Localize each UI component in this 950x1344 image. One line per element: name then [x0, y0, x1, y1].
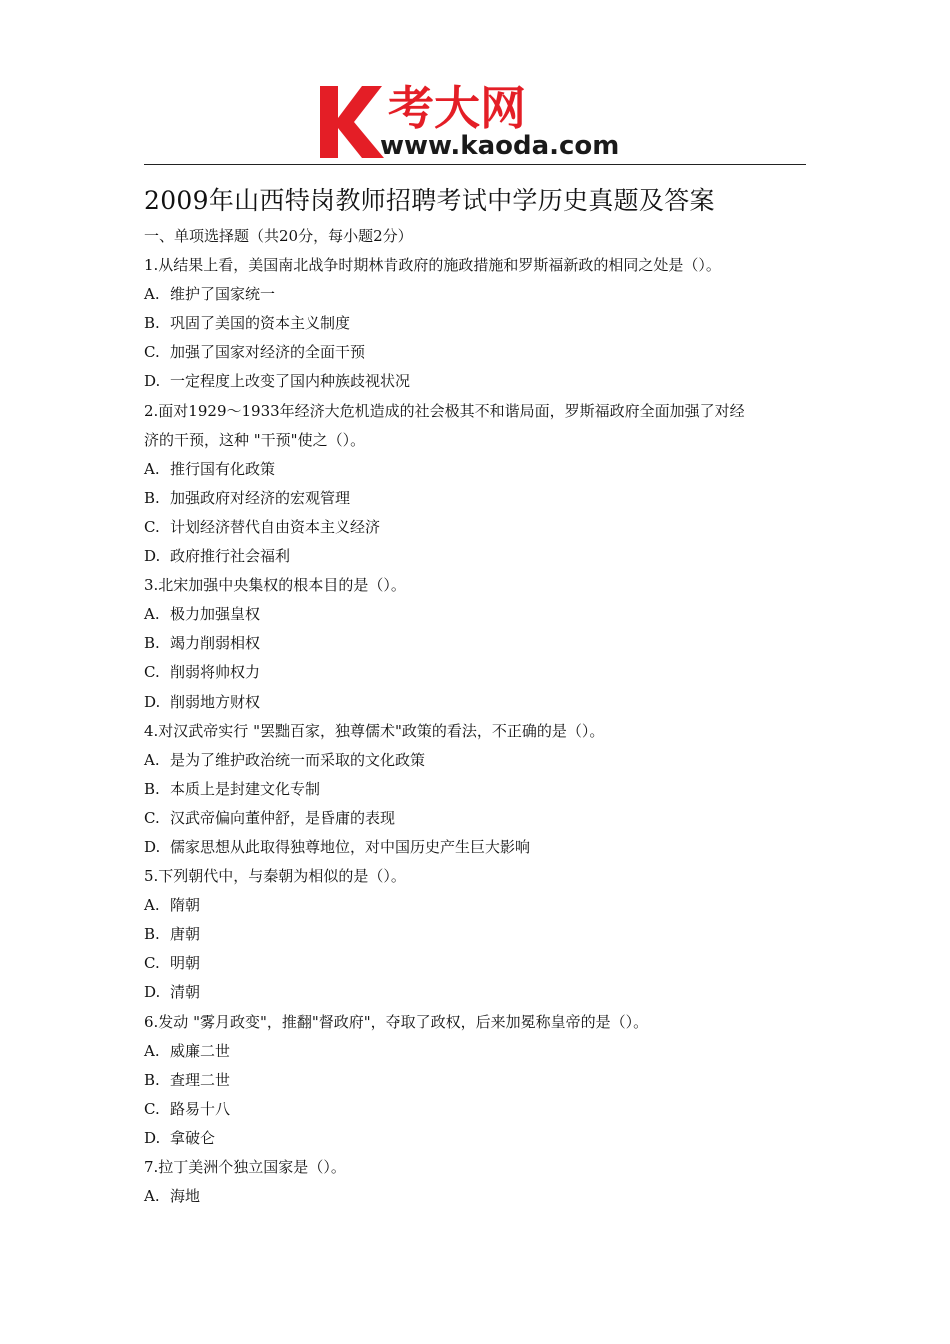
option-item: [144, 367, 806, 396]
option-text: 威廉二世: [170, 1041, 231, 1060]
option-text: 加强了国家对经济的全面干预: [170, 343, 366, 362]
option-item: [144, 658, 806, 687]
option-item: [144, 775, 806, 804]
option-letter: C.: [144, 343, 160, 362]
option-item: [144, 1095, 806, 1124]
option-item: [144, 688, 806, 717]
option-text: 明朝: [170, 954, 201, 973]
question-stem: 6.发动 "雾月政变"，推翻"督政府"，夺取了政权，后来加冕称皇帝的是（）。: [144, 1012, 649, 1031]
option-item: [144, 513, 806, 542]
logo-k-shape: [320, 86, 384, 158]
option-text: 隋朝: [170, 896, 201, 915]
option-item: [144, 309, 806, 338]
option-item: [144, 1182, 806, 1211]
option-letter: A.: [144, 605, 160, 624]
option-text: 汉武帝偏向董仲舒，是昏庸的表现: [170, 808, 396, 827]
option-letter: D.: [144, 983, 161, 1002]
option-item: [144, 891, 806, 920]
document-title: 2009年山西特岗教师招聘考试中学历史真题及答案: [144, 186, 715, 215]
option-letter: D.: [144, 547, 161, 566]
option-text: 唐朝: [170, 925, 201, 944]
option-letter: B.: [144, 488, 160, 507]
option-text: 一定程度上改变了国内种族歧视状况: [170, 372, 411, 391]
section-heading: 一、单项选择题（共20分，每小题2分）: [144, 227, 413, 245]
option-letter: A.: [144, 285, 160, 304]
option-text: 儒家思想从此取得独尊地位，对中国历史产生巨大影响: [170, 837, 531, 856]
question-stem: 1.从结果上看，美国南北战争时期林肯政府的施政措施和罗斯福新政的相同之处是（）。: [144, 256, 721, 275]
option-text: 本质上是封建文化专制: [170, 779, 321, 798]
kaoda-logo-graphic: [318, 80, 648, 162]
option-text: 加强政府对经济的宏观管理: [170, 488, 351, 507]
option-text: 路易十八: [170, 1099, 231, 1118]
option-text: 计划经济替代自由资本主义经济: [170, 517, 381, 536]
option-letter: D.: [144, 692, 161, 711]
option-text: 削弱地方财权: [170, 692, 261, 711]
option-letter: C.: [144, 517, 160, 536]
option-letter: A.: [144, 1041, 160, 1060]
option-item: [144, 600, 806, 629]
kaoda-logo: [318, 80, 648, 162]
option-item: [144, 1124, 806, 1153]
option-text: 清朝: [170, 983, 201, 1002]
option-item: [144, 484, 806, 513]
logo-url-text: www.kaoda.com: [380, 131, 620, 161]
option-item: [144, 920, 806, 949]
option-text: 推行国有化政策: [170, 459, 276, 478]
option-letter: B.: [144, 1070, 160, 1089]
option-letter: A.: [144, 896, 160, 915]
option-text: 削弱将帅权力: [170, 663, 261, 682]
option-text: 维护了国家统一: [170, 285, 276, 304]
option-letter: A.: [144, 1187, 160, 1206]
option-item: [144, 949, 806, 978]
question-stem: 4.对汉武帝实行 "罢黜百家，独尊儒术"政策的看法，不正确的是（）。: [144, 721, 605, 740]
option-letter: A.: [144, 459, 160, 478]
option-item: [144, 1066, 806, 1095]
option-letter: B.: [144, 779, 160, 798]
option-item: [144, 455, 806, 484]
document-body: [144, 222, 806, 1211]
option-item: [144, 833, 806, 862]
option-item: [144, 629, 806, 658]
option-text: 海地: [170, 1187, 201, 1206]
option-letter: C.: [144, 1099, 160, 1118]
header-divider: [144, 164, 806, 165]
option-letter: B.: [144, 314, 160, 333]
question-stem-continued: 济的干预，这种 "干预"使之（）。: [144, 430, 366, 449]
option-letter: D.: [144, 837, 161, 856]
option-item: [144, 542, 806, 571]
question-stem: 5.下列朝代中，与秦朝为相似的是（）。: [144, 867, 406, 886]
logo-brand-text: 考大网: [388, 81, 526, 135]
option-text: 巩固了美国的资本主义制度: [170, 314, 351, 333]
question-stem: 3.北宋加强中央集权的根本目的是（）。: [144, 576, 406, 595]
option-item: [144, 804, 806, 833]
option-letter: C.: [144, 808, 160, 827]
question-stem: 7.拉丁美洲个独立国家是（）。: [144, 1158, 346, 1176]
option-letter: D.: [144, 372, 161, 391]
option-letter: C.: [144, 954, 160, 973]
option-item: [144, 1037, 806, 1066]
option-text: 是为了维护政治统一而采取的文化政策: [170, 750, 426, 769]
option-letter: B.: [144, 925, 160, 944]
option-text: 拿破仑: [170, 1128, 216, 1147]
option-letter: D.: [144, 1128, 161, 1147]
option-text: 查理二世: [170, 1070, 231, 1089]
option-item: [144, 978, 806, 1007]
option-text: 政府推行社会福利: [170, 547, 291, 566]
option-item: [144, 338, 806, 367]
question-stem: 2.面对1929～1933年经济大危机造成的社会极其不和谐局面，罗斯福政府全面加强了对经: [144, 401, 745, 420]
option-text: 竭力削弱相权: [170, 634, 261, 653]
option-letter: A.: [144, 750, 160, 769]
option-item: [144, 280, 806, 309]
option-text: 极力加强皇权: [170, 605, 261, 624]
option-item: [144, 746, 806, 775]
option-letter: B.: [144, 634, 160, 653]
option-letter: C.: [144, 663, 160, 682]
